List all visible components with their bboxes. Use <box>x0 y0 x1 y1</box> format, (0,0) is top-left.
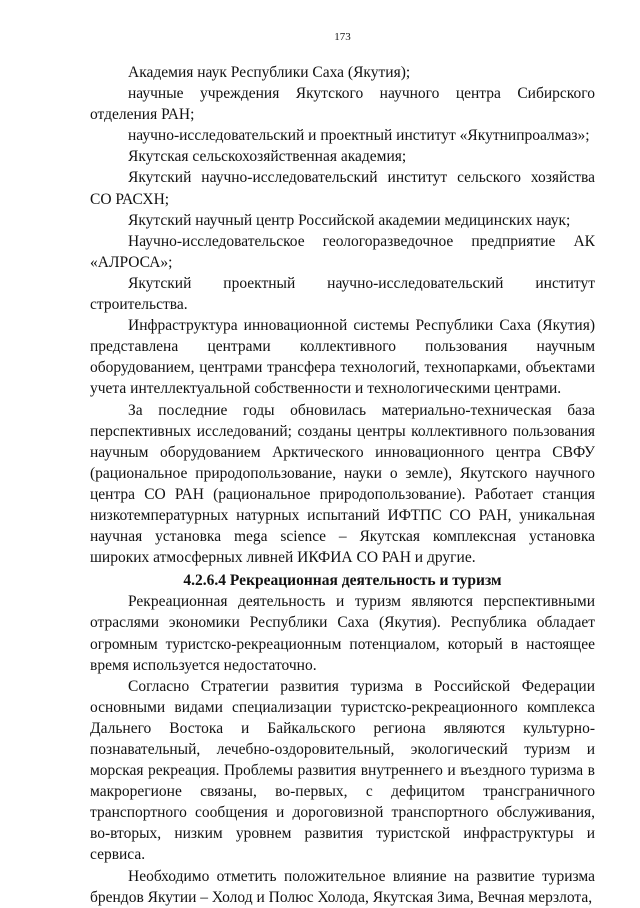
paragraph: Согласно Стратегии развития туризма в Российской Федерации основными видами специализации туристско-рекреационного комплекса Дальнего Востока и Байкальского региона являются культурно-познавательный, лечебно-оздоровительный, экологический туризм и морская рекреация. Проблемы развития внутреннего и въездного туризма в макрорегионе связаны, во-первых, с дефицитом трансграничного транспортного сообщения и дороговизной транспортного обслуживания, во-вторых, низким уровнем развития туристской инфраструктуры и сервиса. <box>90 677 595 864</box>
paragraph: Рекреационная деятельность и туризм являются перспективными отраслями экономики Республики Саха (Якутия). Республика обладает огромным туристско-рекреационным потенциалом, который в настоящее время используется недостаточно. <box>90 593 595 674</box>
paragraph: научно-исследовательский и проектный институт «Якутнипроалмаз»; <box>128 127 590 145</box>
paragraph: Якутский проектный научно-исследовательский институт строительства. <box>90 274 595 314</box>
paragraph: Академия наук Республики Саха (Якутия); <box>128 64 411 81</box>
paragraph: Научно-исследовательское геологоразведочное предприятие АК «АЛРОСА»; <box>90 232 595 271</box>
paragraph: Якутский научно-исследовательский институт сельского хозяйства СО РАСХН; <box>90 169 595 208</box>
paragraph: Якутский научный центр Российской академии медицинских наук; <box>128 211 571 229</box>
paragraph: Инфраструктура инновационной системы Республики Саха (Якутия) представлена центрами коллективного пользования научным оборудованием, центрами трансфера технологий, технопарками, объектами учета интеллектуальной собственности и технологическими центрами. <box>90 317 595 398</box>
document-page <box>90 30 595 908</box>
paragraph: Якутская сельскохозяйственная академия; <box>128 148 407 166</box>
section-heading: 4.2.6.4 Рекреационная деятельность и туризм <box>183 572 502 590</box>
paragraph: За последние годы обновилась материально-техническая база перспективных исследований; созданы центры коллективного пользования научным оборудованием Арктического инновационного центра СВФУ (рациональное природопользование, науки о земле), Якутского научного центра СО РАН (рациональное природопользование). Работает станция низкотемпературных натурных испытаний ИФТПС СО РАН, уникальная научная установка mega science – Якутская комплексная установка широких атмосферных ливней ИКФИА СО РАН и другие. <box>90 401 595 567</box>
body-text <box>90 62 595 908</box>
paragraph: научные учреждения Якутского научного центра Сибирского отделения РАН; <box>90 85 595 124</box>
paragraph: Необходимо отметить положительное влияние на развитие туризма брендов Якутии – Холод и Полюс Холода, Якутская Зима, Вечная мерзлота, <box>90 867 595 906</box>
page-number: 173 <box>334 31 351 43</box>
